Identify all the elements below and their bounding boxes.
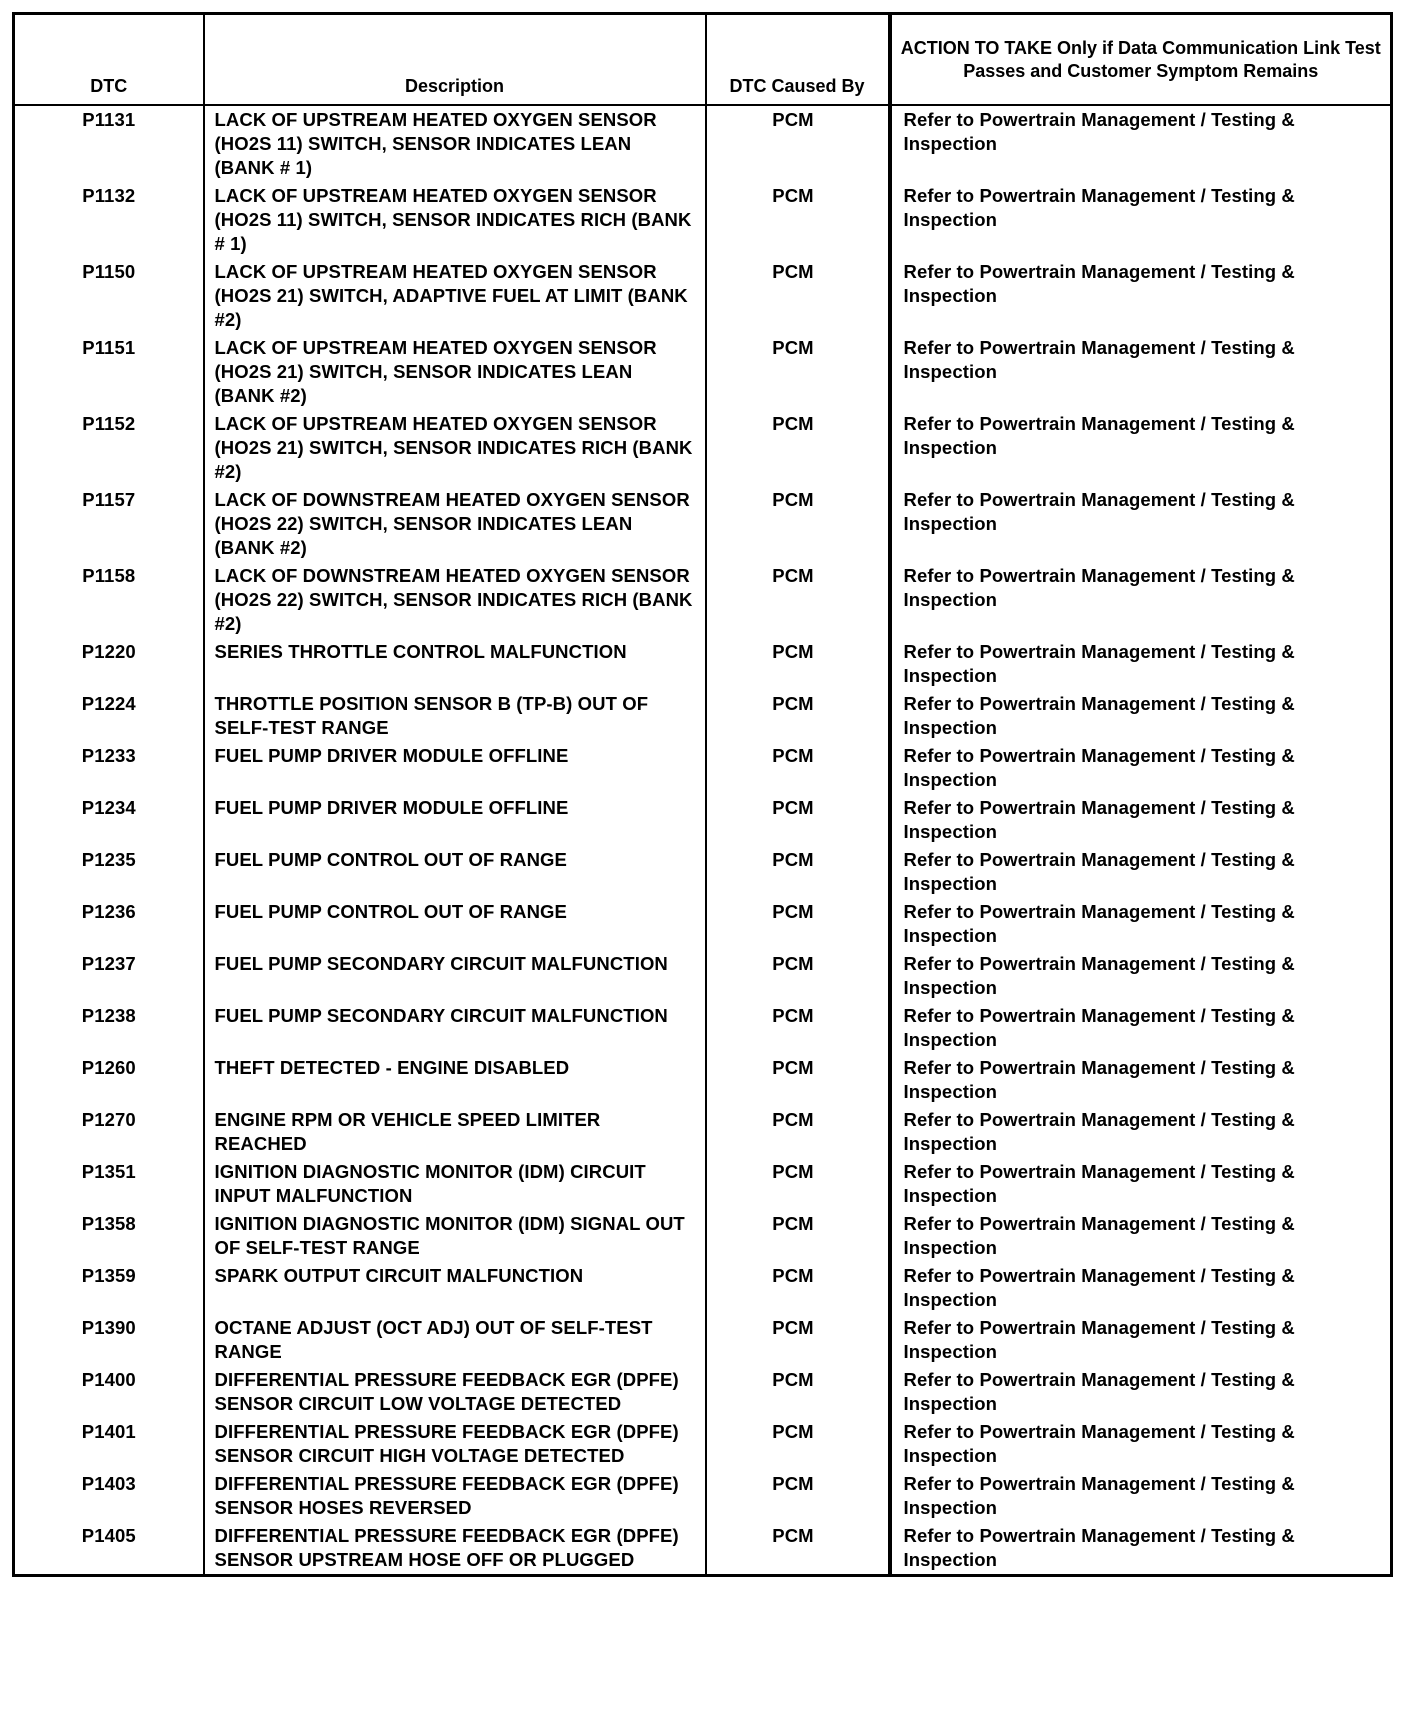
table-row <box>14 1366 1392 1418</box>
dtc-code: P1260 <box>81 1057 136 1078</box>
dtc-description: LACK OF DOWNSTREAM HEATED OXYGEN SENSOR (HO2S 22) SWITCH, SENSOR INDICATES LEAN (BANK #2) <box>204 486 706 562</box>
table-row <box>14 950 1392 1002</box>
dtc-action: Refer to Powertrain Management / Testing & Inspection <box>890 846 1392 898</box>
dtc-action: Refer to Powertrain Management / Testing & Inspection <box>890 105 1392 182</box>
dtc-description: SPARK OUTPUT CIRCUIT MALFUNCTION <box>204 1262 706 1314</box>
dtc-action: Refer to Powertrain Management / Testing & Inspection <box>890 1158 1392 1210</box>
dtc-description: IGNITION DIAGNOSTIC MONITOR (IDM) CIRCUIT INPUT MALFUNCTION <box>204 1158 706 1210</box>
dtc-caused-by: PCM <box>706 1470 890 1522</box>
dtc-description: FUEL PUMP DRIVER MODULE OFFLINE <box>204 794 706 846</box>
dtc-caused-by: PCM <box>706 1158 890 1210</box>
dtc-code: P1224 <box>81 693 136 714</box>
dtc-code: P1401 <box>81 1421 136 1442</box>
table-row <box>14 182 1392 258</box>
dtc-description: FUEL PUMP DRIVER MODULE OFFLINE <box>204 742 706 794</box>
dtc-caused-by: PCM <box>706 898 890 950</box>
dtc-caused-by: PCM <box>706 410 890 486</box>
table-row <box>14 898 1392 950</box>
dtc-code: P1403 <box>81 1473 136 1494</box>
dtc-action: Refer to Powertrain Management / Testing & Inspection <box>890 1418 1392 1470</box>
dtc-description: LACK OF DOWNSTREAM HEATED OXYGEN SENSOR (HO2S 22) SWITCH, SENSOR INDICATES RICH (BANK #2) <box>204 562 706 638</box>
table-row <box>14 105 1392 182</box>
dtc-action: Refer to Powertrain Management / Testing & Inspection <box>890 1366 1392 1418</box>
document-page <box>12 12 1390 1702</box>
header-action: ACTION TO TAKE Only if Data Communication Link Test Passes and Customer Symptom Remains <box>890 14 1392 106</box>
dtc-description: FUEL PUMP CONTROL OUT OF RANGE <box>204 898 706 950</box>
table-row <box>14 1470 1392 1522</box>
dtc-description: LACK OF UPSTREAM HEATED OXYGEN SENSOR (HO2S 11) SWITCH, SENSOR INDICATES RICH (BANK # 1) <box>204 182 706 258</box>
dtc-description: DIFFERENTIAL PRESSURE FEEDBACK EGR (DPFE) SENSOR HOSES REVERSED <box>204 1470 706 1522</box>
dtc-action: Refer to Powertrain Management / Testing & Inspection <box>890 1106 1392 1158</box>
table-row <box>14 1158 1392 1210</box>
dtc-code: P1157 <box>82 489 136 510</box>
table-row <box>14 1262 1392 1314</box>
table-body <box>14 105 1392 1576</box>
dtc-code: P1235 <box>81 849 136 870</box>
dtc-action: Refer to Powertrain Management / Testing & Inspection <box>890 1262 1392 1314</box>
dtc-description: SERIES THROTTLE CONTROL MALFUNCTION <box>204 638 706 690</box>
dtc-description: ENGINE RPM OR VEHICLE SPEED LIMITER REACHED <box>204 1106 706 1158</box>
dtc-action: Refer to Powertrain Management / Testing & Inspection <box>890 794 1392 846</box>
header-description: Description <box>204 14 706 106</box>
table-row <box>14 1418 1392 1470</box>
dtc-caused-by: PCM <box>706 1106 890 1158</box>
dtc-caused-by: PCM <box>706 182 890 258</box>
dtc-action: Refer to Powertrain Management / Testing & Inspection <box>890 1470 1392 1522</box>
dtc-caused-by: PCM <box>706 258 890 334</box>
dtc-action: Refer to Powertrain Management / Testing & Inspection <box>890 1210 1392 1262</box>
dtc-code: P1238 <box>81 1005 136 1026</box>
dtc-caused-by: PCM <box>706 1002 890 1054</box>
table-row <box>14 1210 1392 1262</box>
dtc-code: P1400 <box>81 1369 136 1390</box>
dtc-description: LACK OF UPSTREAM HEATED OXYGEN SENSOR (HO2S 11) SWITCH, SENSOR INDICATES LEAN (BANK # 1) <box>204 105 706 182</box>
dtc-caused-by: PCM <box>706 1522 890 1576</box>
dtc-caused-by: PCM <box>706 1418 890 1470</box>
table-row <box>14 486 1392 562</box>
dtc-description: THEFT DETECTED - ENGINE DISABLED <box>204 1054 706 1106</box>
dtc-description: DIFFERENTIAL PRESSURE FEEDBACK EGR (DPFE) SENSOR UPSTREAM HOSE OFF OR PLUGGED <box>204 1522 706 1576</box>
dtc-action: Refer to Powertrain Management / Testing & Inspection <box>890 950 1392 1002</box>
dtc-code: P1220 <box>81 641 136 662</box>
dtc-code: P1405 <box>81 1525 136 1546</box>
dtc-description: FUEL PUMP CONTROL OUT OF RANGE <box>204 846 706 898</box>
table-row <box>14 1002 1392 1054</box>
dtc-caused-by: PCM <box>706 334 890 410</box>
dtc-description: FUEL PUMP SECONDARY CIRCUIT MALFUNCTION <box>204 1002 706 1054</box>
dtc-description: DIFFERENTIAL PRESSURE FEEDBACK EGR (DPFE) SENSOR CIRCUIT HIGH VOLTAGE DETECTED <box>204 1418 706 1470</box>
dtc-description: LACK OF UPSTREAM HEATED OXYGEN SENSOR (HO2S 21) SWITCH, ADAPTIVE FUEL AT LIMIT (BANK #2) <box>204 258 706 334</box>
dtc-description: FUEL PUMP SECONDARY CIRCUIT MALFUNCTION <box>204 950 706 1002</box>
table-row <box>14 334 1392 410</box>
dtc-action: Refer to Powertrain Management / Testing & Inspection <box>890 1522 1392 1576</box>
dtc-caused-by: PCM <box>706 846 890 898</box>
dtc-action: Refer to Powertrain Management / Testing & Inspection <box>890 410 1392 486</box>
dtc-caused-by: PCM <box>706 690 890 742</box>
dtc-code: P1358 <box>81 1213 136 1234</box>
dtc-description: LACK OF UPSTREAM HEATED OXYGEN SENSOR (HO2S 21) SWITCH, SENSOR INDICATES RICH (BANK #2) <box>204 410 706 486</box>
dtc-caused-by: PCM <box>706 950 890 1002</box>
table-row <box>14 794 1392 846</box>
dtc-caused-by: PCM <box>706 638 890 690</box>
dtc-action: Refer to Powertrain Management / Testing & Inspection <box>890 486 1392 562</box>
table-row <box>14 638 1392 690</box>
dtc-description: LACK OF UPSTREAM HEATED OXYGEN SENSOR (HO2S 21) SWITCH, SENSOR INDICATES LEAN (BANK #2) <box>204 334 706 410</box>
dtc-action: Refer to Powertrain Management / Testing & Inspection <box>890 334 1392 410</box>
dtc-action: Refer to Powertrain Management / Testing & Inspection <box>890 742 1392 794</box>
dtc-caused-by: PCM <box>706 562 890 638</box>
dtc-caused-by: PCM <box>706 486 890 562</box>
dtc-code: P1236 <box>81 901 136 922</box>
table-row <box>14 846 1392 898</box>
dtc-description: THROTTLE POSITION SENSOR B (TP-B) OUT OF SELF-TEST RANGE <box>204 690 706 742</box>
dtc-description: OCTANE ADJUST (OCT ADJ) OUT OF SELF-TEST RANGE <box>204 1314 706 1366</box>
table-row <box>14 742 1392 794</box>
dtc-action: Refer to Powertrain Management / Testing & Inspection <box>890 898 1392 950</box>
dtc-caused-by: PCM <box>706 105 890 182</box>
table-row <box>14 1106 1392 1158</box>
table-row <box>14 562 1392 638</box>
table-row <box>14 410 1392 486</box>
dtc-code: P1237 <box>81 953 136 974</box>
dtc-code: P1390 <box>81 1317 136 1338</box>
dtc-action: Refer to Powertrain Management / Testing & Inspection <box>890 1002 1392 1054</box>
dtc-action: Refer to Powertrain Management / Testing & Inspection <box>890 562 1392 638</box>
dtc-action: Refer to Powertrain Management / Testing & Inspection <box>890 638 1392 690</box>
header-caused-by: DTC Caused By <box>706 14 890 106</box>
dtc-action: Refer to Powertrain Management / Testing & Inspection <box>890 258 1392 334</box>
dtc-code: P1351 <box>81 1161 136 1182</box>
dtc-code: P1131 <box>82 109 136 130</box>
dtc-description: IGNITION DIAGNOSTIC MONITOR (IDM) SIGNAL OUT OF SELF-TEST RANGE <box>204 1210 706 1262</box>
header-dtc: DTC <box>14 14 204 106</box>
dtc-caused-by: PCM <box>706 1314 890 1366</box>
dtc-action: Refer to Powertrain Management / Testing & Inspection <box>890 182 1392 258</box>
dtc-caused-by: PCM <box>706 794 890 846</box>
dtc-caused-by: PCM <box>706 1366 890 1418</box>
dtc-caused-by: PCM <box>706 742 890 794</box>
dtc-action: Refer to Powertrain Management / Testing & Inspection <box>890 1314 1392 1366</box>
table-header <box>14 14 1392 106</box>
table-row <box>14 1314 1392 1366</box>
table-row <box>14 1522 1392 1576</box>
dtc-action: Refer to Powertrain Management / Testing & Inspection <box>890 690 1392 742</box>
dtc-caused-by: PCM <box>706 1262 890 1314</box>
dtc-code: P1234 <box>81 797 136 818</box>
dtc-description: DIFFERENTIAL PRESSURE FEEDBACK EGR (DPFE) SENSOR CIRCUIT LOW VOLTAGE DETECTED <box>204 1366 706 1418</box>
dtc-code: P1132 <box>82 185 136 206</box>
table-row <box>14 690 1392 742</box>
dtc-code: P1359 <box>81 1265 136 1286</box>
dtc-table <box>12 12 1393 1577</box>
dtc-code: P1150 <box>82 261 136 282</box>
dtc-code: P1152 <box>82 413 136 434</box>
dtc-code: P1233 <box>81 745 136 766</box>
table-row <box>14 1054 1392 1106</box>
dtc-action: Refer to Powertrain Management / Testing & Inspection <box>890 1054 1392 1106</box>
dtc-caused-by: PCM <box>706 1054 890 1106</box>
table-row <box>14 258 1392 334</box>
dtc-code: P1270 <box>81 1109 136 1130</box>
dtc-code: P1158 <box>82 565 136 586</box>
dtc-caused-by: PCM <box>706 1210 890 1262</box>
dtc-code: P1151 <box>82 337 136 358</box>
